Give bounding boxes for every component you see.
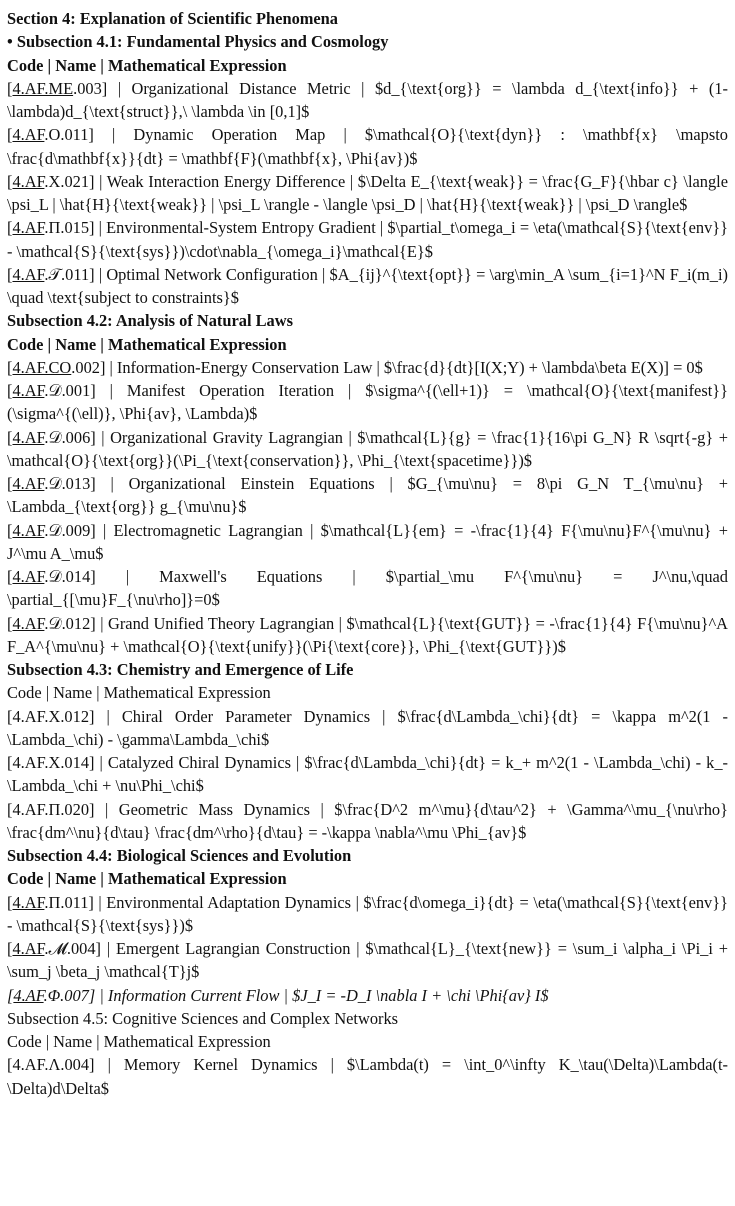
entry-code: 4.AF.CO [12,357,72,377]
entry-text: .𝒟.013] | Organizational Einstein Equations | $G_{\mu\nu} = 8\pi G_N T_{\mu\nu} + \Lambda_{\text{org}} g_{\mu\nu}$ [7,474,728,517]
entry-text: .𝓜.004] | Emergent Lagrangian Construction | $\mathcal{L}_{\text{new}} = \sum_i \alpha_i \Pi_i + \sum_j \beta_j \mathcal{T}j$ [7,939,728,982]
entry-text: .003] | Organizational Distance Metric | $d_{\text{org}} = \lambda d_{\text{info}} + (1-\lambda)d_{\text{struct}},\ \lambda \in [0,1]$ [7,78,728,121]
entry-text: .𝒟.014] | Maxwell's Equations | $\partial_\mu F^{\mu\nu} = J^\nu,\quad \partial_{[\mu}F_{\nu\rho]}=0$ [7,567,728,610]
entry-text: .O.011] | Dynamic Operation Map | $\mathcal{O}{\text{dyn}} : \mathbf{x} \mapsto \frac{d\mathbf{x}}{dt} = \mathbf{F}(\mathbf{x}, \Phi{av})$ [7,125,728,168]
table-header: Code | Name | Mathematical Expression [7,1032,271,1051]
entry-text: .𝒯.011] | Optimal Network Configuration | $A_{ij}^{\text{opt}} = \arg\min_A \sum_{i=1}^N F_i(m_i) \quad \text{subject to constraints}$ [7,264,728,307]
section-title: Section 4: Explanation of Scientific Phenomena [7,9,338,28]
subsection-title-4-4: Subsection 4.4: Biological Sciences and Evolution [7,846,352,865]
entry-code: 4.AF [12,427,45,447]
entry-emergent-lagrangian-construction: [4.AF.𝓜.004] | Emergent Lagrangian Construction | $\mathcal{L}_{\text{new}} = \sum_i \alpha_i \Pi_i + \sum_j \beta_j \mathcal{T}j$ [7,939,728,982]
entry-environmental-adaptation-dynamics: [4.AF.Π.011] | Environmental Adaptation Dynamics | $\frac{d\omega_i}{dt} = \eta(\mathcal{S}{\text{env}} - \mathcal{S}{\text{sys}})$ [7,892,728,935]
entry-text: .X.021] | Weak Interaction Energy Difference | $\Delta E_{\text{weak}} = \frac{G_F}{\hbar c} \langle \psi_L | \hat{H}{\text{weak}} | \psi_L \rangle - \langle \psi_D | \hat{H}{\text{weak}} | \psi_D \rangle$ [7,171,728,214]
entry-code: 4.AF [12,567,45,586]
entry-text: .Π.015] | Environmental-System Entropy Gradient | $\partial_t\omega_i = \eta(\mathcal{S}{\text{env}} - \mathcal{S}{\text{sys}})\cdot\nabla_{\omega_i}\mathcal{E}$ [7,218,728,261]
entry-grand-unified-theory-lagrangian: [4.AF.𝒟.012] | Grand Unified Theory Lagrangian | $\mathcal{L}{\text{GUT}} = -\frac{1}{4} F{\mu\nu}^A F_A^{\mu\nu} + \mathcal{O}{\text{unify}}(\Pi{\text{core}}, \Phi_{\text{GUT}})$ [7,613,728,656]
entry-code: 4.AF [13,985,44,1005]
entry-catalyzed-chiral-dynamics: [4.AF.X.014] | Catalyzed Chiral Dynamics | $\frac{d\Lambda_\chi}{dt} = k_+ m^2(1 - \Lambda_\chi) - k_- \Lambda_\chi + \nu\Phi_\chi$ [7,753,728,796]
entry-memory-kernel-dynamics: [4.AF.Λ.004] | Memory Kernel Dynamics | $\Lambda(t) = \int_0^\infty K_\tau(\Delta)\Lambda(t-\Delta)d\Delta$ [7,1055,728,1098]
table-header: Code | Name | Mathematical Expression [7,55,287,75]
entry-maxwells-equations: [4.AF.𝒟.014] | Maxwell's Equations | $\partial_\mu F^{\mu\nu} = J^\nu,\quad \partial_{[\mu}F_{\nu\rho]}=0$ [7,567,728,610]
entry-text: .002] | Information-Energy Conservation Law | $\frac{d}{dt}[I(X;Y) + \lambda\beta E(X)] = 0$ [71,357,703,377]
entry-code: 4.AF [12,218,45,238]
entry-dynamic-operation-map: [4.AF.O.011] | Dynamic Operation Map | $\mathcal{O}{\text{dyn}} : \mathbf{x} \mapsto \frac{d\mathbf{x}}{dt} = \mathbf{F}(\mathbf{x}, \Phi{av})$ [7,125,728,168]
subsection-title-4-3: Subsection 4.3: Chemistry and Emergence of Life [7,660,354,679]
entry-organizational-gravity-lagrangian: [4.AF.𝒟.006] | Organizational Gravity Lagrangian | $\mathcal{L}{g} = \frac{1}{16\pi G_N} R \sqrt{-g} + \mathcal{O}{\text{org}}(\Pi_{\text{conservation}}, \Phi_{\text{spacetime}})$ [7,427,728,470]
entry-organizational-einstein-equations: [4.AF.𝒟.013] | Organizational Einstein Equations | $G_{\mu\nu} = 8\pi G_N T_{\mu\nu} + \Lambda_{\text{org}} g_{\mu\nu}$ [7,474,728,517]
entry-entropy-gradient: [4.AF.Π.015] | Environmental-System Entropy Gradient | $\partial_t\omega_i = \eta(\mathcal{S}{\text{env}} - \mathcal{S}{\text{sys}})\cdot\nabla_{\omega_i}\mathcal{E}$ [7,218,728,261]
entry-text: .𝒟.006] | Organizational Gravity Lagrangian | $\mathcal{L}{g} = \frac{1}{16\pi G_N} R \sqrt{-g} + \mathcal{O}{\text{org}}(\Pi_{\text{conservation}}, \Phi_{\text{spacetime}})$ [7,427,728,470]
entry-optimal-network-configuration: [4.AF.𝒯.011] | Optimal Network Configuration | $A_{ij}^{\text{opt}} = \arg\min_A \sum_{i=1}^N F_i(m_i) \quad \text{subject to constraints}$ [7,264,728,307]
subsection-title-4-1: • Subsection 4.1: Fundamental Physics and Cosmology [7,32,389,52]
entry-chiral-order-parameter-dynamics: [4.AF.X.012] | Chiral Order Parameter Dynamics | $\frac{d\Lambda_\chi}{dt} = \kappa m^2(1 - \Lambda_\chi) - \gamma\Lambda_\chi$ [7,706,728,749]
entry-code: 4.AF.ME [12,78,74,98]
entry-text: .𝒟.009] | Electromagnetic Lagrangian | $\mathcal{L}{em} = -\frac{1}{4} F{\mu\nu}F^{\mu\nu} + J^\mu A_\mu$ [7,520,728,563]
entry-code: 4.AF [12,939,45,958]
entry-code: 4.AF [12,125,45,145]
entry-geometric-mass-dynamics: [4.AF.Π.020] | Geometric Mass Dynamics | $\frac{D^2 m^\mu}{d\tau^2} + \Gamma^\mu_{\nu\rho} \frac{dm^\nu}{d\tau} \frac{dm^\rho}{d\tau} = -\kappa \nabla^\mu \Phi_{av}$ [7,799,728,842]
entry-code: 4.AF [12,520,45,540]
entry-information-energy-conservation: [4.AF.CO.002] | Information-Energy Conservation Law | $\frac{d}{dt}[I(X;Y) + \lambda\beta E(X)] = 0$ [7,357,703,377]
table-header: Code | Name | Mathematical Expression [7,869,287,889]
entry-code: 4.AF [12,474,45,493]
entry-text: .Φ.007] | Information Current Flow | $J_I = -D_I \nabla I + \chi \Phi{av} I$ [43,985,549,1005]
subsection-title-4-5: Subsection 4.5: Cognitive Sciences and Complex Networks [7,1008,399,1028]
entry-electromagnetic-lagrangian: [4.AF.𝒟.009] | Electromagnetic Lagrangian | $\mathcal{L}{em} = -\frac{1}{4} F{\mu\nu}F^{\mu\nu} + J^\mu A_\mu$ [7,520,728,563]
entry-code: 4.AF [12,613,45,633]
table-header: Code | Name | Mathematical Expression [7,683,271,703]
entry-code: 4.AF [12,381,45,400]
entry-text: .𝒟.012] | Grand Unified Theory Lagrangian | $\mathcal{L}{\text{GUT}} = -\frac{1}{4} F{\mu\nu}^A F_A^{\mu\nu} + \mathcal{O}{\text{unify}}(\Pi{\text{core}}, \Phi_{\text{GUT}})$ [7,613,728,656]
entry-code: 4.AF [12,264,45,284]
entry-weak-interaction-energy-difference: [4.AF.X.021] | Weak Interaction Energy Difference | $\Delta E_{\text{weak}} = \frac{G_F}{\hbar c} \langle \psi_L | \hat{H}{\text{weak}} | \psi_L \rangle - \langle \psi_D | \hat{H}{\text{weak}} | \psi_D \rangle$ [7,171,728,214]
subsection-title-4-2: Subsection 4.2: Analysis of Natural Laws [7,311,293,331]
entry-code: 4.AF [12,892,45,912]
entry-manifest-operation-iteration: [4.AF.𝒟.001] | Manifest Operation Iteration | $\sigma^{(\ell+1)} = \mathcal{O}{\text{manifest}}(\sigma^{(\ell)}, \Phi{av}, \Lambda)$ [7,381,728,424]
entry-text: .Π.011] | Environmental Adaptation Dynamics | $\frac{d\omega_i}{dt} = \eta(\mathcal{S}{\text{env}} - \mathcal{S}{\text{sys}})$ [7,892,728,935]
table-header: Code | Name | Mathematical Expression [7,334,287,354]
entry-code: 4.AF [12,171,45,191]
entry-organizational-distance-metric: [4.AF.ME.003] | Organizational Distance Metric | $d_{\text{org}} = \lambda d_{\text{info}} + (1-\lambda)d_{\text{struct}},\ \lambda \in [0,1]$ [7,78,728,121]
entry-text: .𝒟.001] | Manifest Operation Iteration | $\sigma^{(\ell+1)} = \mathcal{O}{\text{manifest}}(\sigma^{(\ell)}, \Phi{av}, \Lambda)$ [7,381,728,424]
entry-information-current-flow: [4.AF.Φ.007] | Information Current Flow | $J_I = -D_I \nabla I + \chi \Phi{av} I$ [7,985,549,1005]
